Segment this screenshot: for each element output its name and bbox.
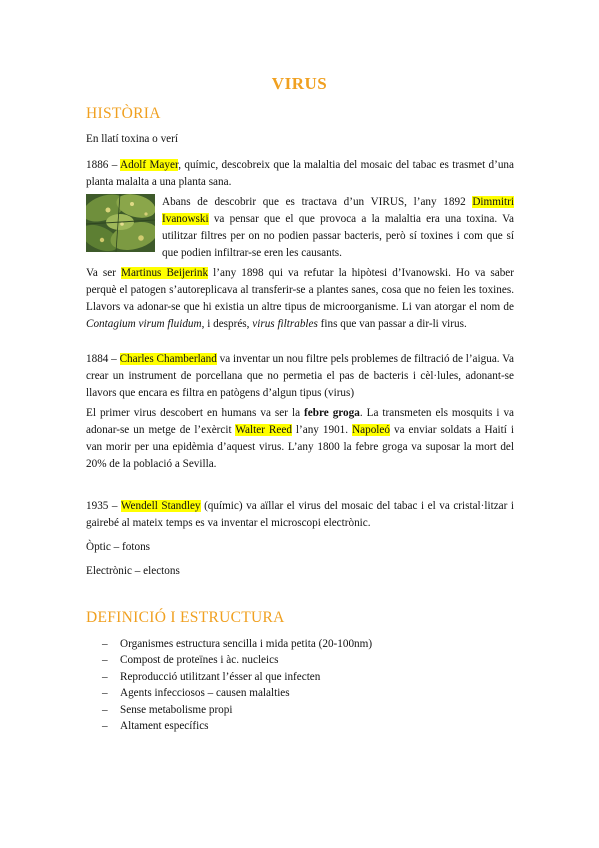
intro-line: En llatí toxina o verí <box>86 133 178 145</box>
dash-bullet: – <box>102 654 108 667</box>
list-item <box>86 718 372 734</box>
paragraph-text: va enviar soldats a Haití i van morir per una epidèmia d’aquest virus. L’any 1800 la febre groga va suposar la mort del 20% de la població a Sevilla. <box>86 424 514 470</box>
electronic-line: Electrònic – electons <box>86 565 180 577</box>
paragraph-mayer <box>86 157 514 191</box>
tobacco-mosaic-leaf-image <box>86 194 155 252</box>
highlighted-name: Dimmitri Ivanowski <box>162 196 514 225</box>
highlighted-name: Wendell Standley <box>120 500 201 512</box>
section-heading-history: HISTÒRIA <box>86 105 161 122</box>
paragraph-text: l’any 1898 qui va refutar la hipòtesi d’Ivanowski. Ho va saber perquè el patogen s’autoreplicava al transferir-se a plantes sanes, cosa que no feien les toxines. Llavors va adonar-se que hi existia un altre tipus de microorganisme. Li van atorgar el nom de <box>86 267 514 313</box>
list-item-text: Altament específics <box>120 720 209 733</box>
list-item <box>86 702 372 718</box>
paragraph-text: va inventar un nou filtre pels problemes de filtració de l’aigua. Va crear un instrument de porcellana que no permetia el pas de bacteris i cèl·lules, adonant-se llavors que encara es filtra en patògens d’algun tipus (virus) <box>86 353 514 399</box>
definition-list <box>86 636 372 734</box>
paragraph-text: , i després, <box>201 318 253 330</box>
paragraph-text: (químic) va aïllar el virus del mosaic del tabac i el va cristal·litzar i gairebé al mateix temps es va inventar el microscopi electrònic. <box>86 500 514 529</box>
paragraph-text: . La transmeten els mosquits i va adonar-se un metge de l’exèrcit <box>86 407 515 436</box>
dash-bullet: – <box>102 703 108 716</box>
paragraph-text: Abans de descobrir que es tractava d’un VIRUS, l’any 1892 <box>162 196 473 208</box>
bold-term: febre groga <box>304 407 360 419</box>
list-item-text: Compost de proteïnes i àc. nucleics <box>120 654 279 667</box>
paragraph-text: l’any 1901. <box>291 424 353 436</box>
paragraph-text: El primer virus descobert en humans va ser la <box>86 407 305 419</box>
list-item <box>86 685 372 701</box>
highlighted-name: Martinus Beijerink <box>121 267 209 279</box>
paragraph-standley <box>86 498 514 532</box>
list-item <box>86 636 372 652</box>
dash-bullet: – <box>102 720 108 733</box>
dash-bullet: – <box>102 687 108 700</box>
list-item <box>86 669 372 685</box>
dash-bullet: – <box>102 638 108 650</box>
section-heading-definition: DEFINICIÓ I ESTRUCTURA <box>86 609 285 626</box>
highlighted-name: Napoleó <box>352 424 390 436</box>
italic-term: Contagium virum fluidum <box>86 318 202 330</box>
highlighted-name: Walter Reed <box>235 424 292 436</box>
paragraph-text: fins que van passar a dir-li virus. <box>317 318 467 330</box>
list-item-text: Reproducció utilitzant l’ésser al que infecten <box>120 670 321 683</box>
paragraph-text: 1884 – <box>86 353 120 365</box>
paragraph-text: , químic, descobreix que la malaltia del mosaic del tabac es trasmet d’una planta malalta a una planta sana. <box>86 159 514 188</box>
italic-term: virus filtrables <box>252 318 318 330</box>
dash-bullet: – <box>102 670 108 683</box>
paragraph-text: 1886 – <box>86 159 121 171</box>
paragraph-text: va pensar que el que provoca a la malaltia era una toxina. Va utilitzar filtres per on no podien passar bacteris, però sí toxines i com que sí que podien infiltrar-se eren les causants. <box>162 213 514 259</box>
list-item-text: Organismes estructura sencilla i mida petita (20-100nm) <box>120 638 373 650</box>
paragraph-chamberland <box>86 351 514 402</box>
list-item-text: Agents infecciosos – causen malalties <box>120 687 290 700</box>
paragraph-yellow-fever <box>86 405 514 473</box>
paragraph-text: 1935 – <box>86 500 121 512</box>
paragraph-ivanowski <box>162 194 514 262</box>
paragraph-text: Va ser <box>86 267 121 279</box>
highlighted-name: Charles Chamberland <box>119 353 217 365</box>
list-item-text: Sense metabolisme propi <box>120 703 233 716</box>
list-item <box>86 652 372 668</box>
paragraph-beijerink <box>86 265 514 333</box>
optic-line: Òptic – fotons <box>86 541 151 553</box>
highlighted-name: Adolf Mayer <box>120 159 179 171</box>
page-title: VIRUS <box>271 74 328 93</box>
